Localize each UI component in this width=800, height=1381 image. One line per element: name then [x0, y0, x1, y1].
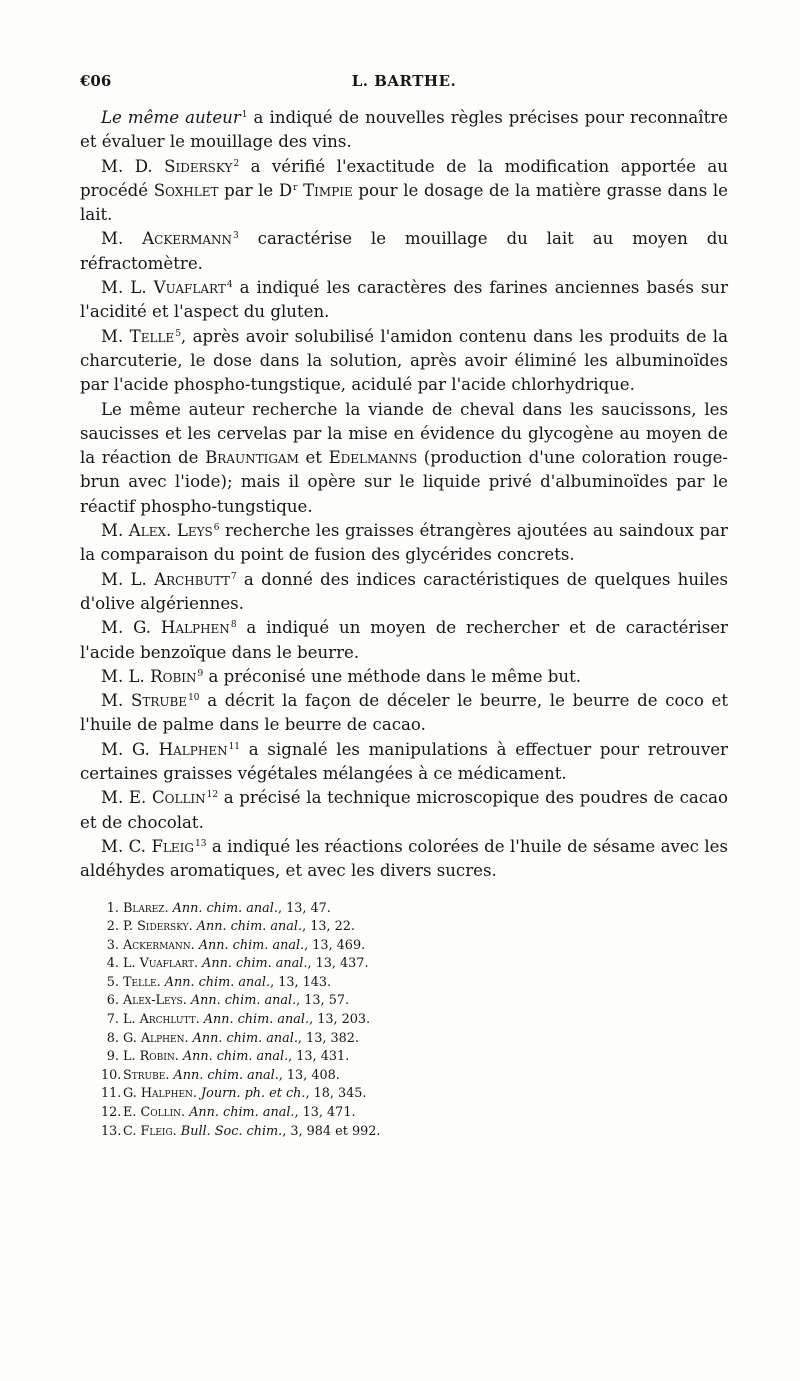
footnote: [101, 1104, 728, 1123]
text-run: a donné des indices caractéristiques de quelques huiles d'olive algériennes.: [80, 569, 728, 613]
footnote-volume: , 3, 984 et 992.: [282, 1123, 381, 1139]
paragraph: [80, 106, 728, 155]
italic-text: Le même auteur: [101, 108, 241, 127]
footnote-ref: 5: [175, 328, 181, 339]
body-text: [80, 106, 728, 884]
footnote-number: 6.: [106, 993, 119, 1009]
footnote-source: Bull. Soc. chim.: [180, 1123, 283, 1139]
author-name: Alex. Leys: [128, 521, 213, 541]
text-run: caractérise le mouillage du lait au moyen du réfractomètre.: [80, 229, 728, 273]
footnote-volume: , 13, 22.: [302, 919, 355, 935]
footnote-number: 8.: [106, 1030, 119, 1046]
footnote-author: G. Halphen.: [123, 1086, 197, 1102]
footnote: [101, 1123, 728, 1142]
footnote-source: Ann. chim. anal.: [189, 1105, 295, 1121]
text-run: (production d'une coloration rouge-brun avec l'iode); mais il opère sur le liquide privé d'albuminoïdes par le réactif phospho-tungstique.: [80, 448, 728, 516]
author-name: Strube: [130, 691, 188, 711]
footnote-volume: , 13, 143.: [270, 974, 332, 990]
footnote-source: Ann. chim. anal.: [164, 974, 271, 990]
footnote-ref: r: [293, 182, 298, 193]
text-run: M.: [101, 326, 130, 346]
footnote-source: Ann. chim. anal.: [173, 1067, 279, 1083]
paragraph: [80, 786, 728, 835]
footnote-volume: , 18, 345.: [305, 1086, 367, 1102]
footnote-source: Journ. ph. et ch.: [201, 1086, 306, 1102]
text-run: M. L.: [101, 666, 151, 686]
footnote-author: L. Robin.: [123, 1049, 179, 1065]
footnote-author: Alex-Leys.: [123, 993, 187, 1009]
footnote-number: 4.: [106, 956, 119, 972]
footnote-source: Ann. chim. anal.: [198, 937, 305, 953]
footnote-author: Telle.: [123, 974, 161, 990]
footnote-ref: 6: [213, 523, 220, 534]
running-title: L. BARTHE.: [351, 72, 457, 90]
text-run: M. L.: [101, 278, 154, 298]
footnote-source: Ann. chim. anal.: [172, 900, 278, 916]
footnote: [101, 955, 728, 974]
footnote-number: 10.: [101, 1067, 122, 1083]
footnote: [101, 1085, 728, 1104]
paragraph: [80, 835, 728, 884]
author-name: Sidersky: [164, 156, 233, 176]
page: [80, 72, 728, 1141]
author-name: Vuaflart: [153, 278, 226, 298]
author-name: Soxhlet: [153, 180, 219, 200]
paragraph: [80, 325, 728, 398]
footnote: [101, 1030, 728, 1049]
text-run: a signalé les manipulations à effectuer pour retrouver certaines graisses végétales mélangées à ce médicament.: [80, 739, 728, 784]
footnote-volume: , 13, 408.: [278, 1067, 340, 1083]
footnote-number: 11.: [101, 1086, 122, 1102]
author-name: Halphen: [160, 618, 230, 638]
footnote-volume: , 13, 57.: [296, 993, 350, 1009]
paragraph: [80, 689, 728, 738]
footnote-volume: , 13, 431.: [288, 1049, 350, 1065]
footnote-source: Ann. chim. anal.: [203, 1012, 310, 1028]
footnote-volume: , 13, 382.: [297, 1030, 359, 1046]
footnote-volume: , 13, 437.: [307, 956, 369, 972]
text-run: M.: [101, 691, 131, 711]
text-run: Le même auteur recherche la viande de cheval dans les saucissons, les saucisses et les cervelas par la mise en évidence du glycogène au moyen de la réaction de: [80, 399, 728, 468]
paragraph: [80, 398, 728, 519]
footnote-volume: , 13, 469.: [304, 937, 366, 953]
footnote: [101, 1011, 728, 1030]
text-run: M.: [101, 521, 129, 541]
footnote-number: 1.: [106, 900, 119, 916]
text-run: a préconisé une méthode dans le même but.: [203, 666, 582, 686]
text-run: M.: [101, 229, 143, 249]
author-name: Fleig: [151, 836, 195, 856]
text-run: , après avoir solubilisé l'amidon contenu dans les produits de la charcuterie, le dose dans la solution, après avoir éliminé les albuminoïdes par l'acide phospho-tungstique, acidulé par l'acide chlorhydrique.: [80, 326, 728, 395]
footnote-number: 13.: [101, 1123, 122, 1139]
footnote: [101, 1067, 728, 1086]
footnote-author: L. Vuaflart.: [123, 956, 199, 972]
footnote-source: Ann. chim. anal.: [192, 1030, 298, 1046]
footnote: [101, 900, 728, 919]
footnote-author: P. Sidersky.: [123, 919, 193, 935]
footnote-author: L. Archlutt.: [123, 1012, 200, 1028]
footnote-number: 3.: [106, 937, 119, 953]
author-name: Halphen: [158, 739, 228, 759]
footnote-number: 9.: [106, 1049, 119, 1065]
footnote-ref: 8: [230, 620, 237, 631]
footnote-author: Strube.: [123, 1067, 170, 1083]
footnote: [101, 918, 728, 937]
footnote-ref: 11: [228, 741, 241, 752]
paragraph: [80, 738, 728, 787]
footnote-volume: , 13, 47.: [277, 900, 331, 916]
paragraph: [80, 276, 728, 325]
author-name: Timpie: [303, 180, 353, 200]
text-run: M. D.: [101, 156, 165, 176]
text-run: a indiqué les caractères des farines anciennes basés sur l'acidité et l'aspect du gluten.: [80, 278, 729, 322]
footnote-author: Ackermann.: [123, 937, 195, 953]
footnote-ref: 13: [195, 838, 207, 849]
footnote-volume: , 13, 471.: [294, 1105, 356, 1121]
footnote: [101, 974, 728, 993]
text-run: a vérifié l'exactitude de la modification apportée au procédé: [80, 156, 728, 200]
text-run: M. G.: [101, 618, 161, 638]
footnote-author: G. Alphen.: [123, 1030, 189, 1046]
footnote-volume: , 13, 203.: [309, 1012, 371, 1028]
text-run: M. E.: [101, 788, 152, 808]
text-run: recherche les graisses étrangères ajoutées au saindoux par la comparaison du point de fusion des glycérides concrets.: [80, 521, 728, 565]
text-run: a indiqué les réactions colorées de l'huile de sésame avec les aldéhydes aromatiques, et avec les divers sucres.: [80, 836, 728, 881]
text-run: et: [298, 448, 329, 468]
paragraph: [80, 519, 728, 568]
footnote-author: E. Collin.: [123, 1105, 186, 1121]
text-run: M. G.: [101, 739, 159, 759]
footnote-number: 12.: [101, 1105, 122, 1121]
footnote-ref: 10: [188, 693, 200, 704]
author-name: Edelmanns: [328, 448, 418, 468]
author-name: Telle: [129, 326, 175, 346]
text-run: a indiqué de nouvelles règles précises pour reconnaître et évaluer le mouillage des vins.: [80, 108, 729, 152]
author-name: Ackermann: [142, 229, 233, 249]
footnote-number: 2.: [106, 919, 119, 935]
text-run: a décrit la façon de déceler le beurre, le beurre de coco et l'huile de palme dans le beurre de cacao.: [80, 691, 728, 735]
footnote: [101, 1048, 728, 1067]
paragraph: [80, 155, 728, 228]
footnote-number: 5.: [106, 974, 119, 990]
author-name: Archbutt: [154, 569, 230, 589]
footnotes: [80, 900, 728, 1142]
paragraph: [80, 665, 728, 689]
text-run: a indiqué un moyen de rechercher et de caractériser l'acide benzoïque dans le beurre.: [80, 618, 728, 662]
footnote-ref: 4: [226, 280, 233, 291]
footnote-source: Ann. chim. anal.: [202, 956, 308, 972]
footnote-ref: 2: [233, 158, 240, 169]
paragraph: [80, 227, 728, 276]
footnote: [101, 937, 728, 956]
author-name: Collin: [151, 788, 206, 808]
page-number: €06: [80, 72, 112, 90]
text-run: M. C.: [101, 836, 152, 856]
footnote-number: 7.: [106, 1012, 119, 1028]
footnote-ref: 12: [206, 790, 219, 801]
footnote: [101, 992, 728, 1011]
footnote-source: Ann. chim. anal.: [182, 1049, 289, 1065]
author-name: Brauntigam: [205, 448, 299, 468]
page-header: [80, 72, 728, 102]
footnote-ref: 9: [197, 668, 204, 679]
footnote-author: Blarez.: [123, 900, 169, 916]
footnote-ref: 3: [233, 231, 239, 242]
footnote-ref: 1: [241, 110, 248, 120]
footnote-source: Ann. chim. anal.: [196, 919, 303, 935]
footnote-author: C. Fleig.: [123, 1123, 177, 1139]
footnote-source: Ann. chim. anal.: [190, 993, 297, 1009]
text-run: par le D: [218, 180, 293, 200]
footnote-ref: 7: [230, 571, 237, 582]
paragraph: [80, 568, 728, 617]
text-run: M. L.: [101, 569, 155, 589]
text-run: a précisé la technique microscopique des poudres de cacao et de chocolat.: [80, 788, 729, 832]
paragraph: [80, 616, 728, 665]
author-name: Robin: [150, 666, 197, 686]
text-run: pour le dosage de la matière grasse dans le lait.: [80, 180, 728, 225]
